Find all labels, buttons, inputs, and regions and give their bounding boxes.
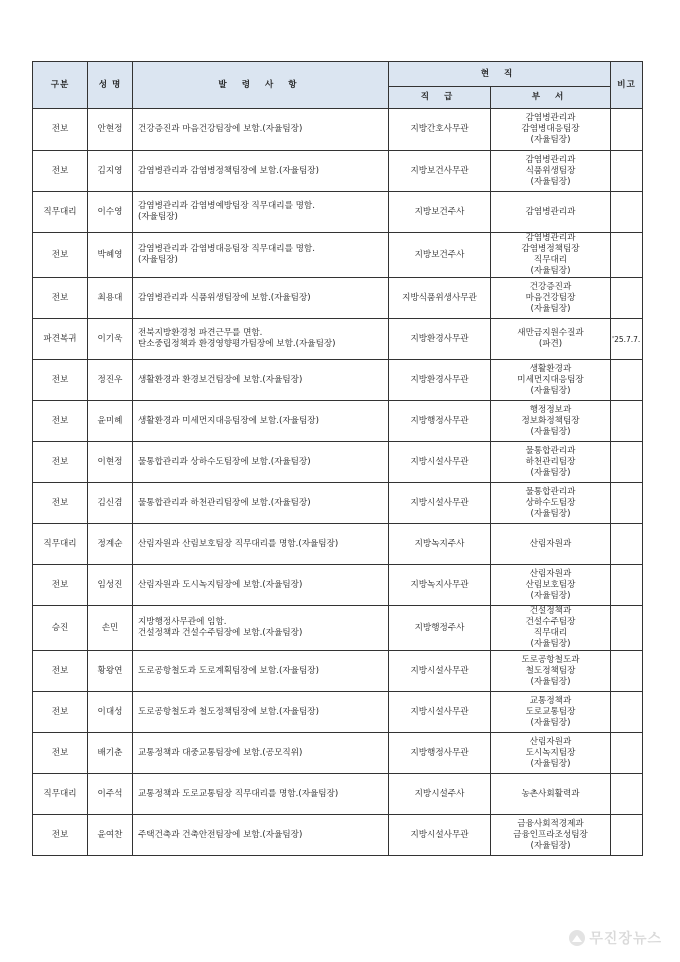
header-order: 발 령 사 항 <box>133 62 389 109</box>
row-category: 전보 <box>33 733 88 774</box>
row-name: 박혜영 <box>88 233 133 278</box>
watermark-text: 무진장뉴스 <box>589 931 662 947</box>
row-note <box>611 442 643 483</box>
row-note: '25.7.7. <box>611 319 643 360</box>
appointment-table-sheet <box>32 61 642 856</box>
row-order: 생활환경과 환경보건팀장에 보함.(자율팀장) <box>133 360 389 401</box>
row-name: 안현정 <box>88 109 133 151</box>
row-category: 전보 <box>33 233 88 278</box>
row-note <box>611 651 643 692</box>
table-row <box>33 565 643 606</box>
row-name: 최용대 <box>88 278 133 319</box>
header-note: 비고 <box>611 62 643 109</box>
row-category: 전보 <box>33 109 88 151</box>
row-name: 이주석 <box>88 774 133 815</box>
row-department: 산림자원과 산림보호팀장 (자율팀장) <box>491 565 611 606</box>
row-name: 황왕연 <box>88 651 133 692</box>
row-note <box>611 278 643 319</box>
row-category: 전보 <box>33 565 88 606</box>
table-body <box>33 109 643 856</box>
table-row <box>33 442 643 483</box>
row-order: 주택건축과 건축안전팀장에 보함.(자율팀장) <box>133 815 389 856</box>
row-order: 건강증진과 마음건강팀장에 보함.(자율팀장) <box>133 109 389 151</box>
appointment-table <box>32 61 643 856</box>
row-rank: 지방녹지주사 <box>389 524 491 565</box>
row-note <box>611 151 643 192</box>
row-department: 산림자원과 <box>491 524 611 565</box>
row-category: 직무대리 <box>33 524 88 565</box>
row-rank: 지방행정사무관 <box>389 401 491 442</box>
row-note <box>611 109 643 151</box>
row-name: 임성진 <box>88 565 133 606</box>
row-name: 윤여찬 <box>88 815 133 856</box>
row-category: 승진 <box>33 606 88 651</box>
row-rank: 지방시설사무관 <box>389 483 491 524</box>
row-order: 물통합관리과 상하수도팀장에 보함.(자율팀장) <box>133 442 389 483</box>
row-note <box>611 483 643 524</box>
row-order: 전북지방환경청 파견근무를 면함. 탄소중립정책과 환경영향평가팀장에 보함.(자율팀장) <box>133 319 389 360</box>
row-department: 감염병관리과 감염병정책팀장 직무대리 (자율팀장) <box>491 233 611 278</box>
row-department: 금융사회적경제과 금융인프라조성팀장 (자율팀장) <box>491 815 611 856</box>
row-rank: 지방시설사무관 <box>389 442 491 483</box>
row-department: 도로공항철도과 철도정책팀장 (자율팀장) <box>491 651 611 692</box>
row-name: 정계순 <box>88 524 133 565</box>
row-name: 김지영 <box>88 151 133 192</box>
table-row <box>33 233 643 278</box>
row-note <box>611 401 643 442</box>
row-order: 감염병관리과 식품위생팀장에 보함.(자율팀장) <box>133 278 389 319</box>
row-category: 파견복귀 <box>33 319 88 360</box>
header-current: 현 직 <box>389 62 611 87</box>
row-category: 전보 <box>33 651 88 692</box>
table-row <box>33 733 643 774</box>
row-department: 새만금지원수질과 (파견) <box>491 319 611 360</box>
row-department: 건설정책과 건설수주팀장 직무대리 (자율팀장) <box>491 606 611 651</box>
row-rank: 지방보건주사 <box>389 233 491 278</box>
row-department: 생활환경과 미세먼지대응팀장 (자율팀장) <box>491 360 611 401</box>
row-category: 전보 <box>33 278 88 319</box>
row-name: 이기욱 <box>88 319 133 360</box>
row-rank: 지방녹지사무관 <box>389 565 491 606</box>
row-category: 전보 <box>33 483 88 524</box>
table-row <box>33 692 643 733</box>
row-note <box>611 733 643 774</box>
row-department: 행정정보과 정보화정책팀장 (자율팀장) <box>491 401 611 442</box>
watermark-logo <box>569 928 662 948</box>
row-order: 감염병관리과 감염병대응팀장 직무대리를 명함. (자율팀장) <box>133 233 389 278</box>
table-row <box>33 109 643 151</box>
row-order: 생활환경과 미세먼지대응팀장에 보함.(자율팀장) <box>133 401 389 442</box>
row-name: 정진우 <box>88 360 133 401</box>
row-note <box>611 606 643 651</box>
row-rank: 지방간호사무관 <box>389 109 491 151</box>
row-department: 교통정책과 도로교통팀장 (자율팀장) <box>491 692 611 733</box>
row-order: 도로공항철도과 도로계획팀장에 보함.(자율팀장) <box>133 651 389 692</box>
row-department: 물통합관리과 하천관리팀장 (자율팀장) <box>491 442 611 483</box>
row-category: 직무대리 <box>33 774 88 815</box>
row-rank: 지방보건사무관 <box>389 151 491 192</box>
header-department: 부 서 <box>491 87 611 109</box>
row-department: 농촌사회활력과 <box>491 774 611 815</box>
row-category: 전보 <box>33 401 88 442</box>
table-row <box>33 192 643 233</box>
row-note <box>611 233 643 278</box>
table-row <box>33 606 643 651</box>
table-row <box>33 483 643 524</box>
row-department: 물통합관리과 상하수도팀장 (자율팀장) <box>491 483 611 524</box>
row-name: 김신겸 <box>88 483 133 524</box>
table-row <box>33 401 643 442</box>
row-name: 윤미혜 <box>88 401 133 442</box>
row-rank: 지방환경사무관 <box>389 360 491 401</box>
table-row <box>33 360 643 401</box>
row-rank: 지방식품위생사무관 <box>389 278 491 319</box>
row-note <box>611 565 643 606</box>
row-department: 감염병관리과 식품위생팀장 (자율팀장) <box>491 151 611 192</box>
row-name: 이현정 <box>88 442 133 483</box>
row-rank: 지방시설사무관 <box>389 692 491 733</box>
row-category: 전보 <box>33 151 88 192</box>
row-department: 산림자원과 도시녹지팀장 (자율팀장) <box>491 733 611 774</box>
row-order: 감염병관리과 감염병정책팀장에 보함.(자율팀장) <box>133 151 389 192</box>
row-note <box>611 360 643 401</box>
row-rank: 지방행정주사 <box>389 606 491 651</box>
row-order: 산림자원과 산림보호팀장 직무대리를 명함.(자율팀장) <box>133 524 389 565</box>
row-name: 이대성 <box>88 692 133 733</box>
row-department: 감염병관리과 감염병대응팀장 (자율팀장) <box>491 109 611 151</box>
row-rank: 지방시설주사 <box>389 774 491 815</box>
row-order: 지방행정사무관에 임함. 건설정책과 건설수주팀장에 보함.(자율팀장) <box>133 606 389 651</box>
header-category: 구분 <box>33 62 88 109</box>
row-order: 산림자원과 도시녹지팀장에 보함.(자율팀장) <box>133 565 389 606</box>
row-category: 전보 <box>33 692 88 733</box>
row-name: 손민 <box>88 606 133 651</box>
table-row <box>33 524 643 565</box>
row-note <box>611 692 643 733</box>
row-order: 물통합관리과 하천관리팀장에 보함.(자율팀장) <box>133 483 389 524</box>
header-rank: 직 급 <box>389 87 491 109</box>
row-name: 이수영 <box>88 192 133 233</box>
row-rank: 지방환경사무관 <box>389 319 491 360</box>
row-name: 배기춘 <box>88 733 133 774</box>
row-order: 감염병관리과 감염병예방팀장 직무대리를 명함. (자율팀장) <box>133 192 389 233</box>
header-name: 성 명 <box>88 62 133 109</box>
row-note <box>611 815 643 856</box>
row-rank: 지방시설사무관 <box>389 651 491 692</box>
table-row <box>33 651 643 692</box>
row-rank: 지방행정사무관 <box>389 733 491 774</box>
row-category: 직무대리 <box>33 192 88 233</box>
table-row <box>33 319 643 360</box>
row-department: 감염병관리과 <box>491 192 611 233</box>
row-order: 교통정책과 대중교통팀장에 보함.(공모직위) <box>133 733 389 774</box>
row-rank: 지방보건주사 <box>389 192 491 233</box>
row-note <box>611 774 643 815</box>
row-category: 전보 <box>33 360 88 401</box>
row-department: 건강증진과 마음건강팀장 (자율팀장) <box>491 278 611 319</box>
table-row <box>33 278 643 319</box>
row-order: 교통정책과 도로교통팀장 직무대리를 명함.(자율팀장) <box>133 774 389 815</box>
row-category: 전보 <box>33 815 88 856</box>
row-order: 도로공항철도과 철도정책팀장에 보함.(자율팀장) <box>133 692 389 733</box>
table-row <box>33 815 643 856</box>
row-note <box>611 524 643 565</box>
logo-icon <box>569 930 585 946</box>
row-rank: 지방시설사무관 <box>389 815 491 856</box>
row-note <box>611 192 643 233</box>
table-row <box>33 151 643 192</box>
row-category: 전보 <box>33 442 88 483</box>
table-row <box>33 774 643 815</box>
